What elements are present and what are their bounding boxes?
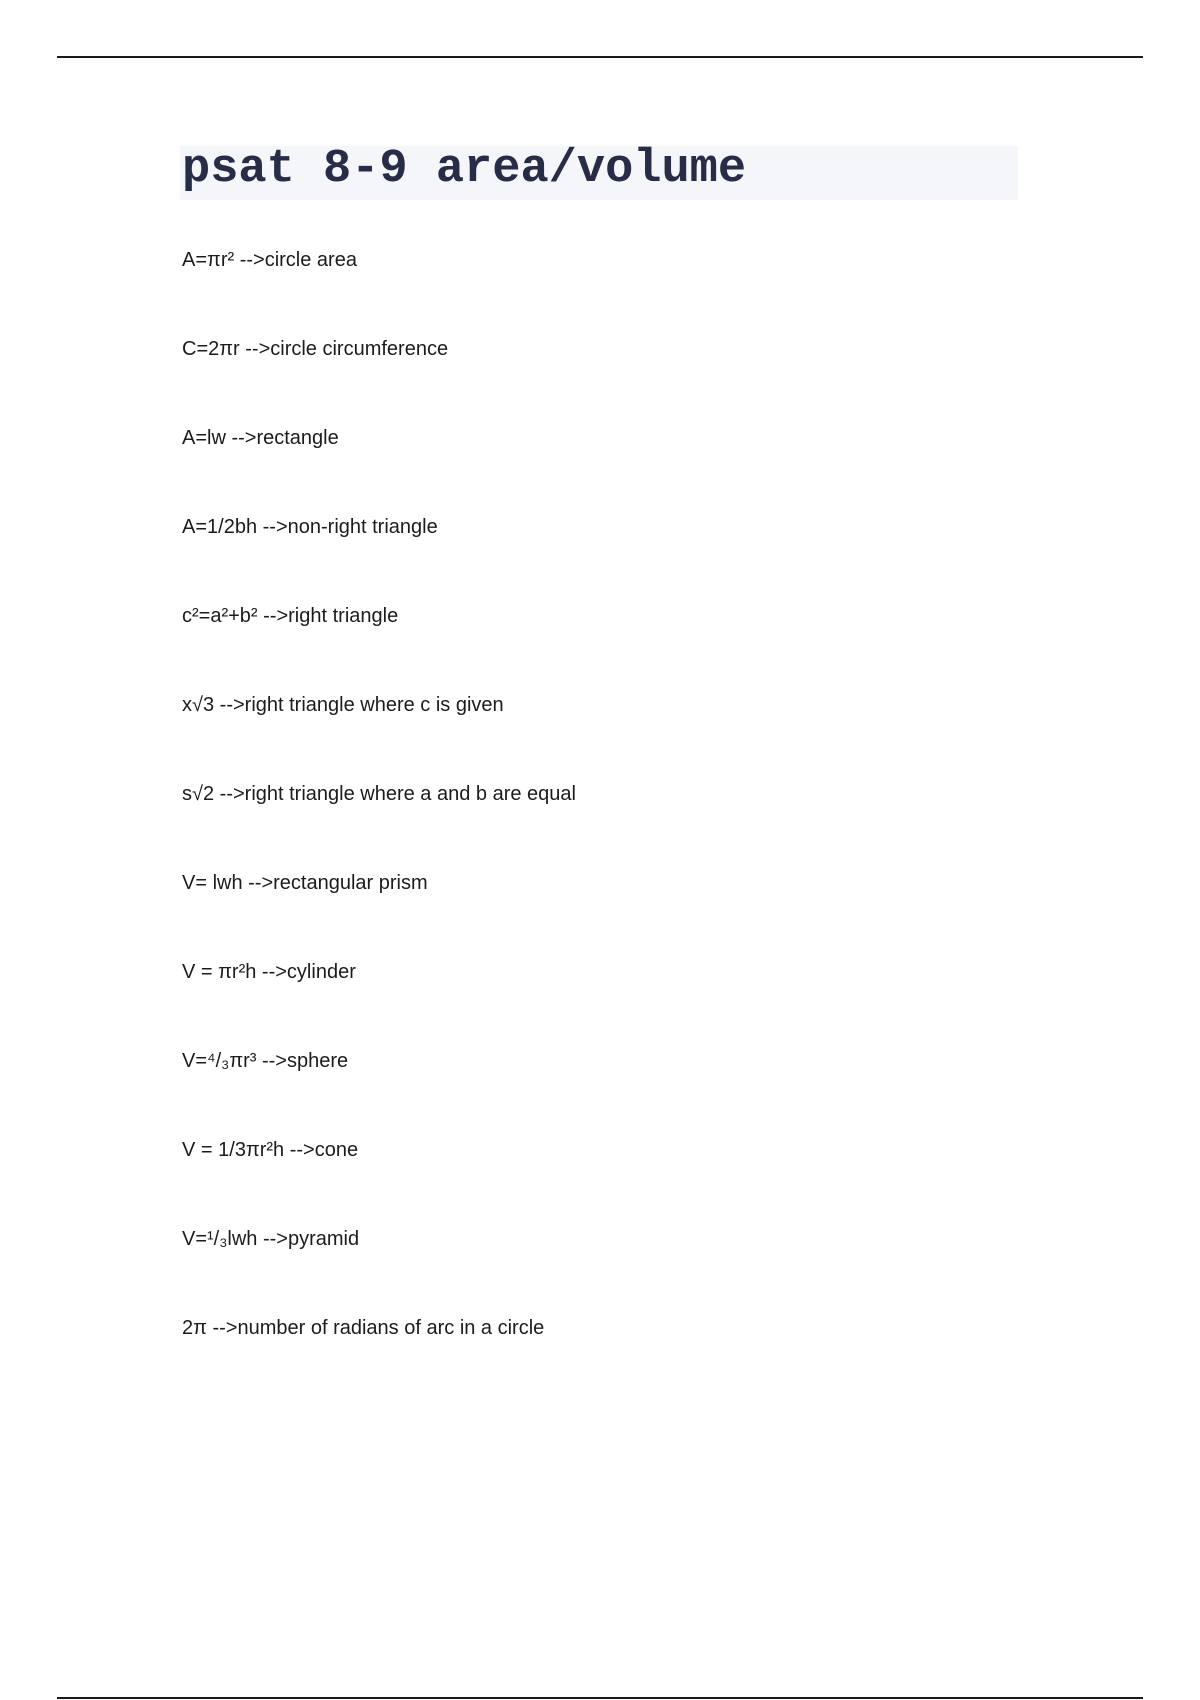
- top-rule: [57, 56, 1143, 58]
- formula-right-triangle: c²=a²+b² -->right triangle: [182, 605, 399, 627]
- formula-rectangle: A=lw -->rectangle: [182, 427, 339, 449]
- formula-pyramid: V=¹/₃lwh -->pyramid: [182, 1228, 360, 1250]
- formula-root-3: x√3 -->right triangle where c is given: [182, 694, 504, 716]
- formula-cone: V = 1/3πr²h -->cone: [182, 1139, 359, 1161]
- formula-circle-circumference: C=2πr -->circle circumference: [182, 338, 449, 360]
- formula-non-right-triangle: A=1/2bh -->non-right triangle: [182, 516, 438, 538]
- bottom-rule: [57, 1697, 1143, 1699]
- formula-sphere: V=⁴/₃πr³ -->sphere: [182, 1050, 349, 1072]
- formula-root-2: s√2 -->right triangle where a and b are equal: [182, 783, 576, 805]
- formula-cylinder: V = πr²h -->cylinder: [182, 961, 356, 983]
- formula-rectangular-prism: V= lwh -->rectangular prism: [182, 872, 428, 894]
- formula-circle-area: A=πr² -->circle area: [182, 249, 357, 271]
- formula-radians: 2π -->number of radians of arc in a circle: [182, 1317, 545, 1339]
- page-title: psat 8-9 area/volume: [182, 143, 747, 196]
- formula-list: [182, 244, 576, 1401]
